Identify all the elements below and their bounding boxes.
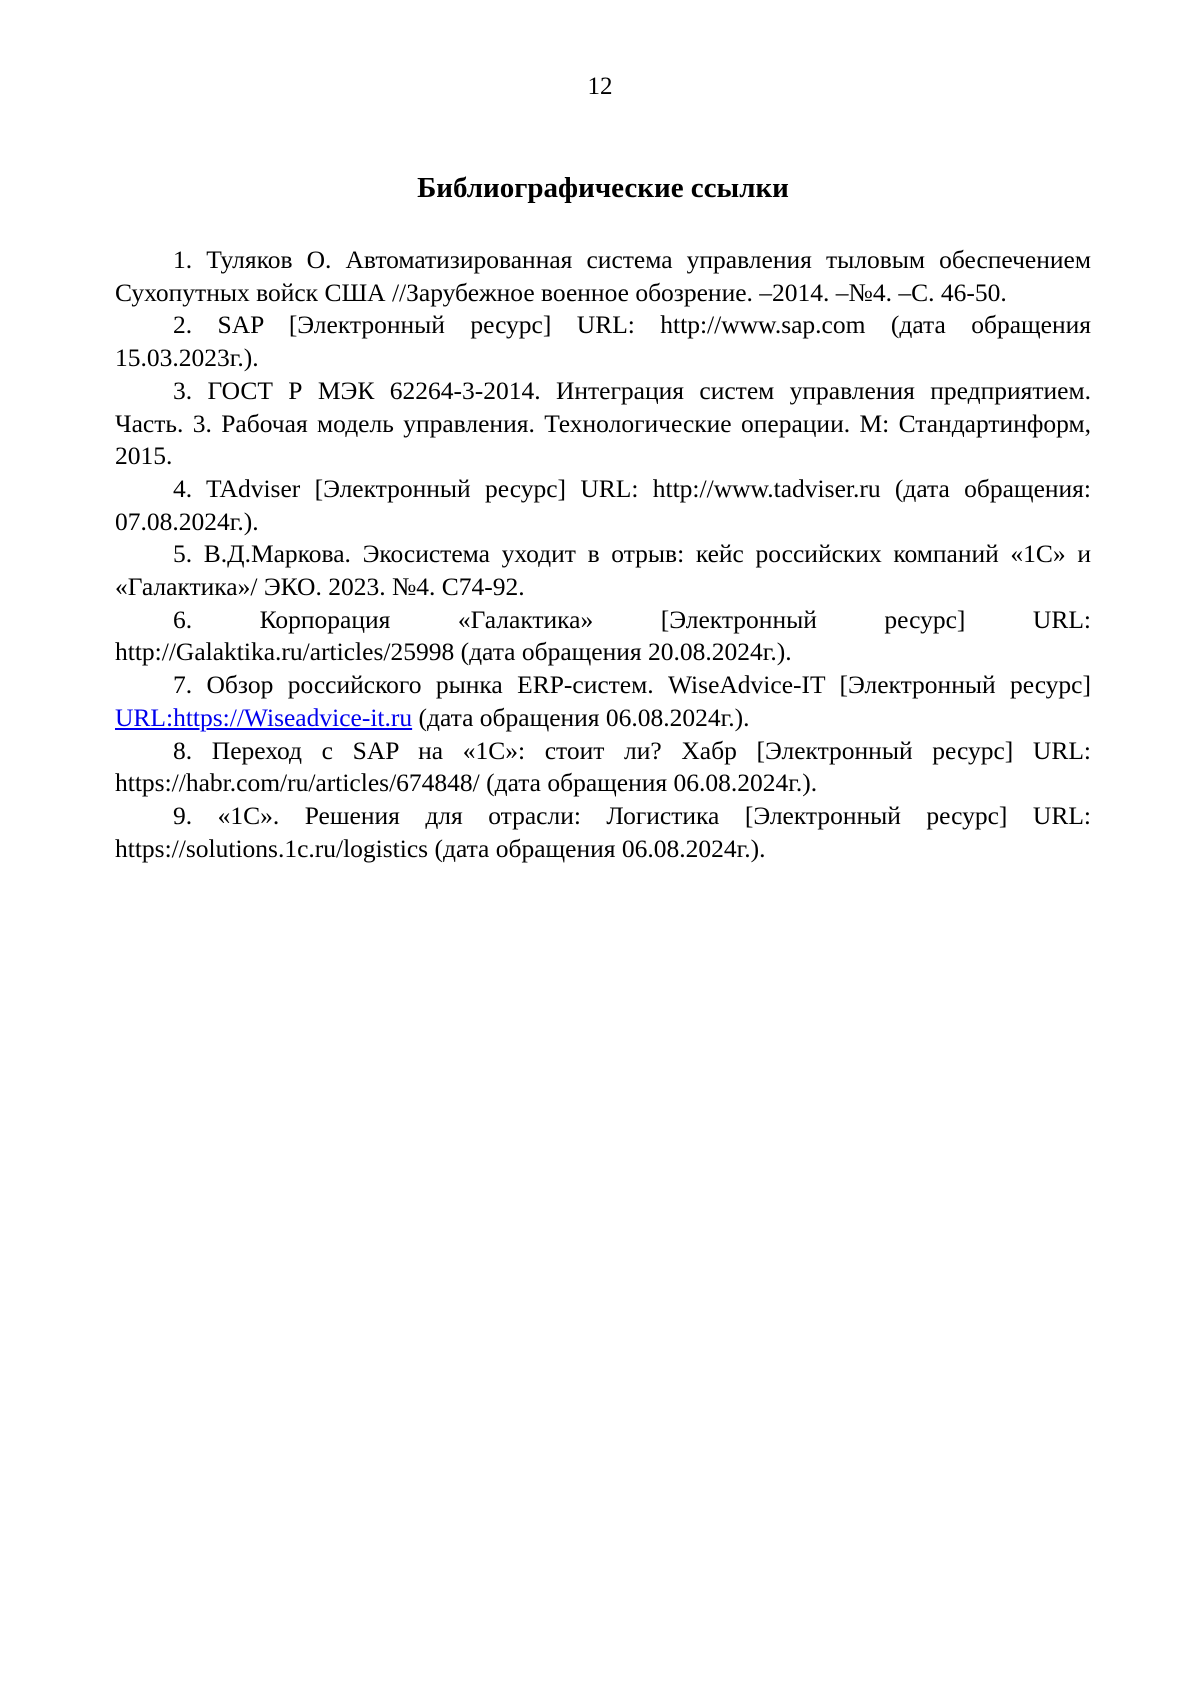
reference-item-4: 4. TAdviser [Электронный ресурс] URL: http://www.tadviser.ru (дата обращения: 07.08.2024г.). xyxy=(115,473,1091,536)
reference-item-3: 3. ГОСТ Р МЭК 62264-3-2014. Интеграция систем управления предприятием. Часть. 3. Рабочая модель управления. Технологические операции. М: Стандартинформ, 2015. xyxy=(115,375,1091,471)
reference-item-6: 6. Корпорация «Галактика» [Электронный ресурс] URL: http://Galaktika.ru/articles/25998 (дата обращения 20.08.2024г.). xyxy=(115,604,1091,667)
reference-item-7 xyxy=(115,669,1091,734)
reference-item-5: 5. В.Д.Маркова. Экосистема уходит в отрыв: кейс российских компаний «1С» и «Галактика»/ ЭКО. 2023. №4. С74-92. xyxy=(115,539,1091,602)
reference-list xyxy=(115,244,1091,865)
reference-item-1: 1. Туляков О. Автоматизированная система управления тыловым обеспечением Сухопутных войск США //Зарубежное военное обозрение. –2014. –№4. –С. 46-50. xyxy=(115,245,1091,307)
reference-text: 7. Обзор российского рынка ERP-систем. WiseAdvice-IT [Электронный ресурс] xyxy=(173,670,1091,700)
page-number: 12 xyxy=(587,73,613,100)
reference-text: (дата обращения 06.08.2024г.). xyxy=(412,702,750,732)
reference-item-2: 2. SAP [Электронный ресурс] URL: http://www.sap.com (дата обращения 15.03.2023г.). xyxy=(115,310,1091,373)
reference-item-8: 8. Переход с SAP на «1С»: стоит ли? Хабр [Электронный ресурс] URL: https://habr.com/ru/articles/674848/ (дата обращения 06.08.2024г.). xyxy=(115,735,1091,798)
reference-link[interactable]: URL:https://Wiseadvice-it.ru xyxy=(115,702,413,732)
reference-item-9: 9. «1С». Решения для отрасли: Логистика [Электронный ресурс] URL: https://solutions.1c.ru/logistics (дата обращения 06.08.2024г.). xyxy=(115,800,1091,863)
section-title: Библиографические ссылки xyxy=(417,172,789,204)
